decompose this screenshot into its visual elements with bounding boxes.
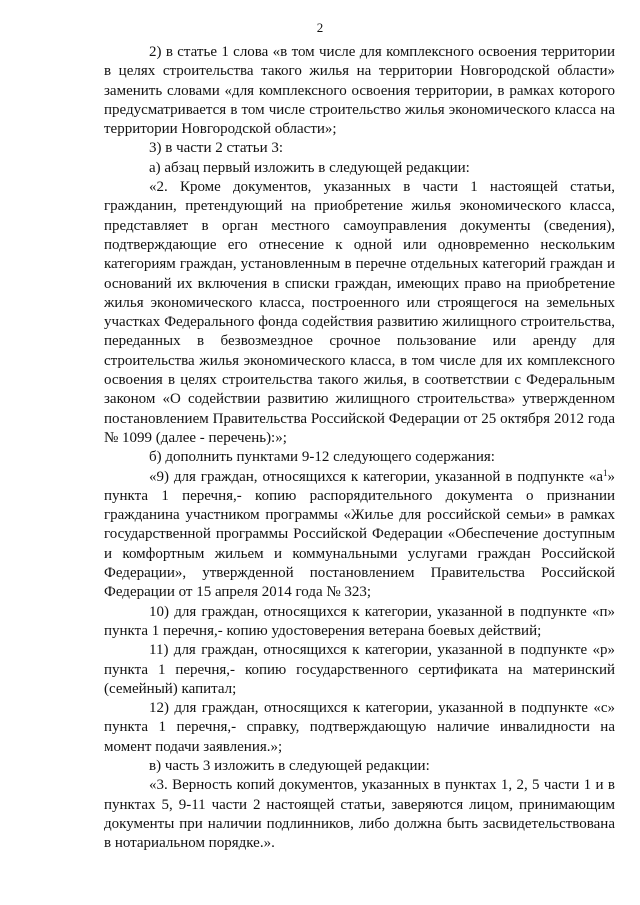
paragraph-subitem-v: в) часть 3 изложить в следующей редакции: [149, 757, 430, 774]
paragraph-article-3-part-2: 3) в части 2 статьи 3: [149, 140, 284, 157]
paragraph-article-1-amendment: 2) в статье 1 слова «в том числе для комплексного освоения территории в целях строительства такого жилья на территории Новгородской области» заменить словами «для комплексного освоения территории, в рамках которого предусматривается в том числе строительство жилья экономического класса на территории Новгородской области»; [104, 44, 615, 138]
item-9-text-end: » пункта 1 перечня,- копию распорядительного документа о признании гражданина участником программы «Жилье для российской семьи» в рамках государственной программы Российской Федерации «Обеспечение доступным и комфортным жильем и коммунальными услугами граждан Российской Федерации», утвержденной постановлением Правительства Российской Федерации от 15 апреля 2014 года № 323; [104, 468, 615, 601]
paragraph-item-11: 11) для граждан, относящихся к категории, указанной в подпункте «р» пункта 1 перечня,- копию государственного сертификата на материнский (семейный) капитал; [104, 642, 615, 697]
paragraph-item-10: 10) для граждан, относящихся к категории, указанной в подпункте «п» пункта 1 перечня,- копию удостоверения ветерана боевых действий; [104, 603, 615, 639]
paragraph-subitem-b: б) дополнить пунктами 9-12 следующего содержания: [149, 449, 495, 466]
paragraph-item-9 [104, 468, 615, 603]
paragraph-new-part-3-text: «3. Верность копий документов, указанных в пунктах 1, 2, 5 части 1 и в пунктах 5, 9-11 части 2 настоящей статьи, заверяются лицом, принимающим документы при наличии подлинников, либо должна быть засвидетельствована в нотариальном порядке.». [104, 777, 615, 852]
item-9-superscript: 1 [603, 467, 608, 478]
page-number: 2 [316, 20, 324, 35]
document-body [104, 43, 615, 853]
paragraph-subitem-a: а) абзац первый изложить в следующей редакции: [149, 159, 470, 176]
paragraph-item-12: 12) для граждан, относящихся к категории, указанной в подпункте «с» пункта 1 перечня,- справку, подтверждающую наличие инвалидности на момент подачи заявления.»; [104, 700, 615, 755]
paragraph-new-part-2-text: «2. Кроме документов, указанных в части 1 настоящей статьи, гражданин, претендующий на приобретение жилья экономического класса, представляет в орган местного самоуправления документы (сведения), подтверждающие его отнесение к одной или одновременно нескольким категориям граждан, установленным в перечне отдельных категорий граждан и оснований их включения в списки граждан, имеющих право на приобретение жилья экономического класса, построенного или строящегося на земельных участках Федерального фонда содействия развитию жилищного строительства, переданных в безвозмездное срочное пользование или аренду для строительства жилья экономического класса, в том числе для их комплексного освоения в целях строительства такого жилья, в соответствии с Федеральным законом «О содействии развитию жилищного строительства» утвержденном постановлением Правительства Российской Федерации от 25 октября 2012 года № 1099 (далее - перечень):»; [104, 179, 615, 446]
item-9-text-start: «9) для граждан, относящихся к категории, указанной в подпункте «а [149, 468, 603, 485]
